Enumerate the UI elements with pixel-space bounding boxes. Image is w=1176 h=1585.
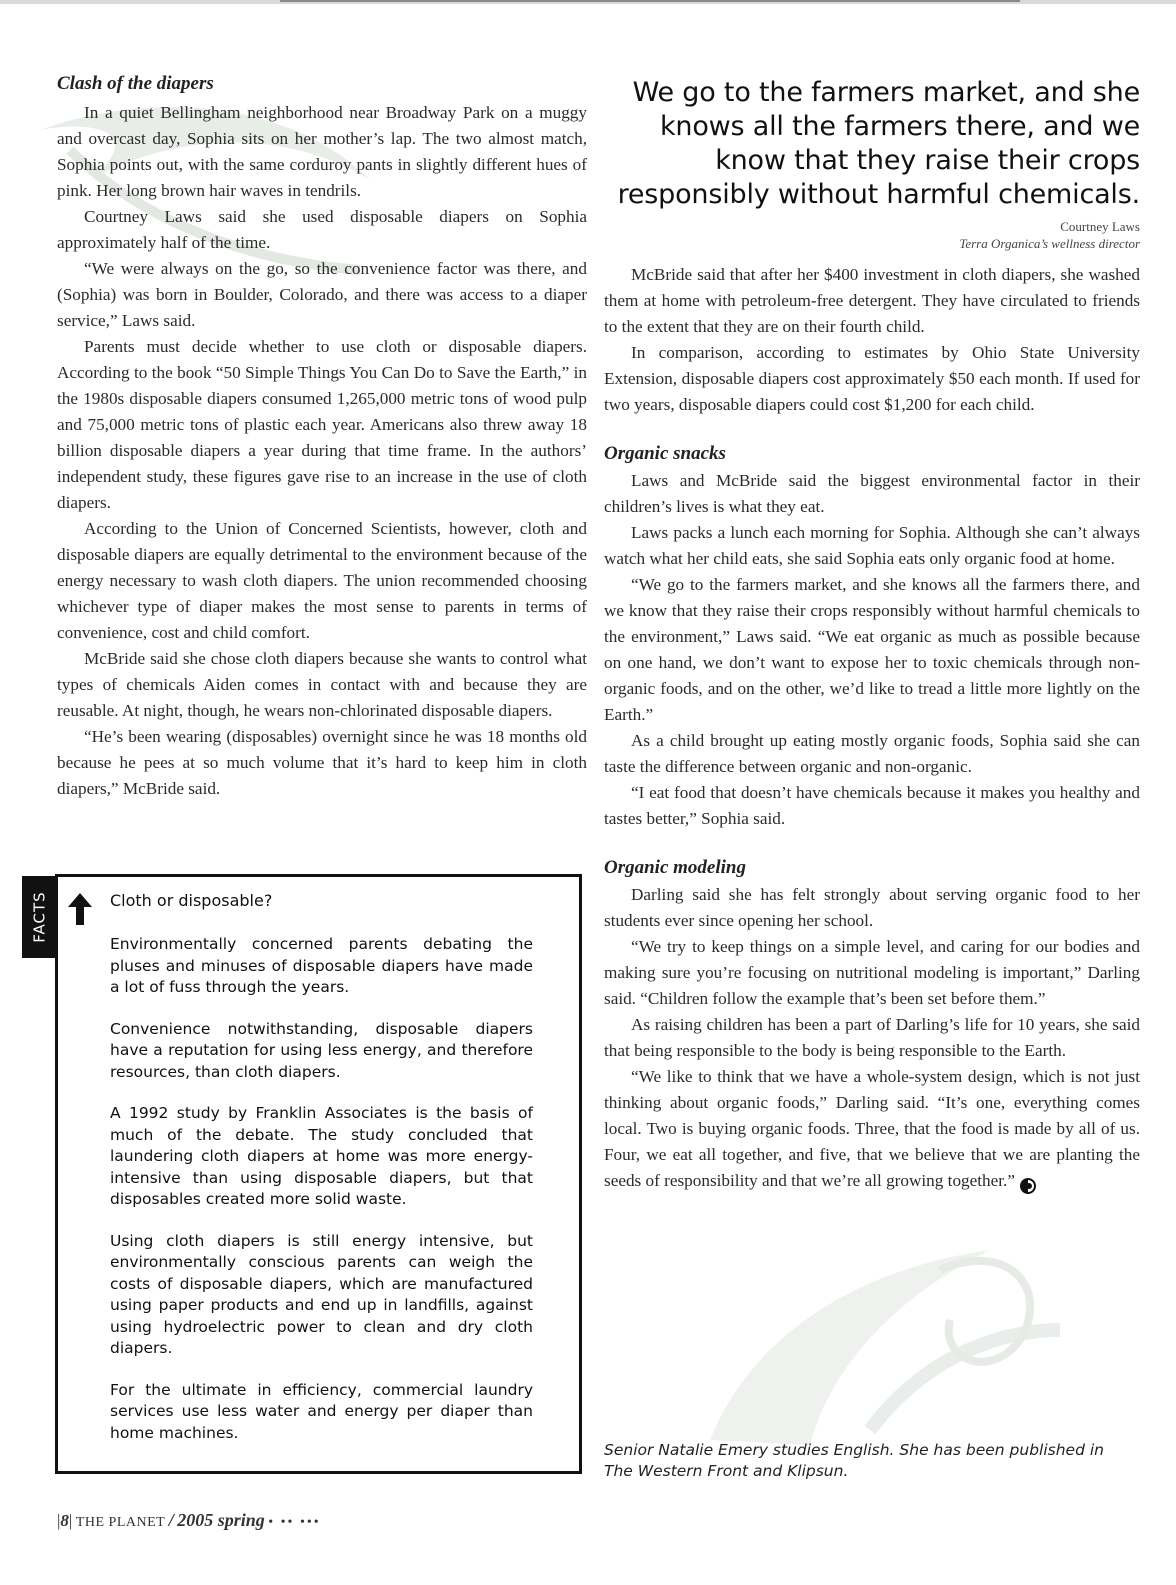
pull-quote-attribution [604, 218, 1140, 252]
body-paragraph [604, 1064, 1140, 1195]
page-number: 8 [60, 1511, 69, 1530]
body-paragraph: In a quiet Bellingham neighborhood near Broadway Park on a muggy and overcast day, Sophia sits on her mother’s lap. The two almost match, Sophia points out, with the same corduroy pants in slightly different hues of pink. Her long brown hair waves in tendrils. [57, 103, 587, 200]
body-paragraph: As raising children has been a part of Darling’s life for 10 years, she said that being responsible to the body is being responsible to the Earth. [604, 1015, 1140, 1060]
facts-tab [22, 876, 58, 958]
facts-paragraph: Convenience notwithstanding, disposable diapers have a reputation for using less energy, and therefore resources, than cloth diapers. [110, 1019, 533, 1081]
top-rule [0, 0, 1176, 4]
body-paragraph: “We go to the farmers market, and she knows all the farmers there, and we know that they raise their crops responsibly without harmful chemicals to the environment,” Laws said. “We eat organic as much as possible because on one hand, we don’t want to expose her to toxic chemicals through non-organic foods, and on the other, we’d like to tread a little more lightly on the Earth.” [604, 575, 1140, 724]
body-paragraph: McBride said she chose cloth diapers because she wants to control what types of chemicals Aiden comes in contact with and because they are reusable. At night, though, he wears non-chlorinated disposable diapers. [57, 649, 587, 720]
body-paragraph: “He’s been wearing (disposables) overnight since he was 18 months old because he pees at so much volume that it’s hard to keep him in cloth diapers,” McBride said. [57, 727, 587, 798]
left-column [57, 70, 587, 802]
author-bio: Senior Natalie Emery studies English. She has been published in The Western Front and Klipsun. [604, 1441, 1104, 1480]
body-paragraph: McBride said that after her $400 investment in cloth diapers, she washed them at home with petroleum-free detergent. They have circulated to friends to the extent that they are on their fourth child. [604, 265, 1140, 336]
closing-paragraph-text: “We like to think that we have a whole-system design, which is not just thinking about organic foods,” Darling said. “It’s one, everything comes local. Two is buying organic foods. Three, that the food is made by all of us. Four, we eat all together, and five, that we believe that we are planting the seeds of responsibility and that we’re all growing together.” [604, 1067, 1140, 1190]
arrow-up-icon [67, 892, 93, 926]
section-heading-clash: Clash of the diapers [57, 73, 214, 94]
body-paragraph: “We were always on the go, so the convenience factor was there, and (Sophia) was born in Boulder, Colorado, and there was access to a diaper service,” Laws said. [57, 259, 587, 330]
body-paragraph: Courtney Laws said she used disposable diapers on Sophia approximately half of the time. [57, 207, 587, 252]
body-paragraph: Darling said she has felt strongly about serving organic food to her students ever since opening her school. [604, 885, 1140, 930]
magazine-name: THE PLANET [75, 1515, 166, 1530]
body-paragraph: Parents must decide whether to use cloth or disposable diapers. According to the book “50 Simple Things You Can Do to Save the Earth,” in the 1980s disposable diapers consumed 1,265,000 metric tons of wood pulp and 75,000 metric tons of plastic each year. Americans also threw away 18 billion disposable diapers a year during that time frame. In the authors’ independent study, these figures gave rise to an increase in the use of cloth diapers. [57, 337, 587, 512]
body-paragraph: As a child brought up eating mostly organic foods, Sophia said she can taste the difference between organic and non-organic. [604, 731, 1140, 776]
right-column [604, 70, 1140, 1195]
facts-box [55, 874, 582, 1474]
pull-quote: We go to the farmers market, and she knows all the farmers there, and we know that they raise their crops responsibly without harmful chemicals. [617, 77, 1140, 210]
issue-slash: / [168, 1510, 174, 1530]
planet-end-mark-icon [1019, 1177, 1037, 1195]
facts-tab-label: FACTS [31, 891, 49, 943]
facts-paragraph: Environmentally concerned parents debating the pluses and minuses of disposable diapers have made a lot of fuss through the years. [110, 935, 533, 996]
footer-dots: • •• ••• [268, 1515, 321, 1530]
body-paragraph: According to the Union of Concerned Scientists, however, cloth and disposable diapers are equally detrimental to the environment because of the energy necessary to wash cloth diapers. The union recommended choosing whichever type of diaper makes the most sense to parents in terms of convenience, cost and child comfort. [57, 519, 587, 642]
section-heading-organic-snacks: Organic snacks [604, 443, 726, 464]
body-paragraph: In comparison, according to estimates by Ohio State University Extension, disposable diapers cost approximately $50 each month. If used for two years, disposable diapers could cost $1,200 for each child. [604, 343, 1140, 414]
pull-quote-name: Courtney Laws [1060, 219, 1140, 234]
body-paragraph: Laws and McBride said the biggest environmental factor in their children’s lives is what they eat. [604, 471, 1140, 516]
facts-paragraph: For the ultimate in efficiency, commercial laundry services use less water and energy per diaper than home machines. [110, 1380, 533, 1442]
swirl-decoration-bottom-right [690, 1230, 1070, 1450]
facts-paragraph: A 1992 study by Franklin Associates is the basis of much of the debate. The study concluded that laundering cloth diapers at home was more energy-intensive than using disposable diapers, but that disposables created more solid waste. [110, 1104, 533, 1208]
pull-quote-role: Terra Organica’s wellness director [959, 236, 1140, 251]
issue-label: 2005 spring [177, 1510, 265, 1530]
section-heading-organic-modeling: Organic modeling [604, 857, 746, 878]
body-paragraph: “We try to keep things on a simple level, and caring for our bodies and making sure you’re focusing on nutritional modeling is important,” Darling said. “Children follow the example that’s been set before them.” [604, 937, 1140, 1008]
facts-paragraph: Using cloth diapers is still energy intensive, but environmentally conscious parents can weigh the costs of disposable diapers, which are manufactured using paper products and end up in landfills, against using hydroelectric power to clean and dry cloth diapers. [110, 1231, 533, 1357]
facts-title: Cloth or disposable? [110, 891, 273, 910]
facts-body [110, 934, 533, 1464]
body-paragraph: Laws packs a lunch each morning for Sophia. Although she can’t always watch what her child eats, she said Sophia eats only organic food at home. [604, 523, 1140, 568]
body-paragraph: “I eat food that doesn’t have chemicals because it makes you healthy and tastes better,” Sophia said. [604, 783, 1140, 828]
page-footer: |8| THE PLANET / 2005 spring • •• ••• [57, 1510, 321, 1530]
